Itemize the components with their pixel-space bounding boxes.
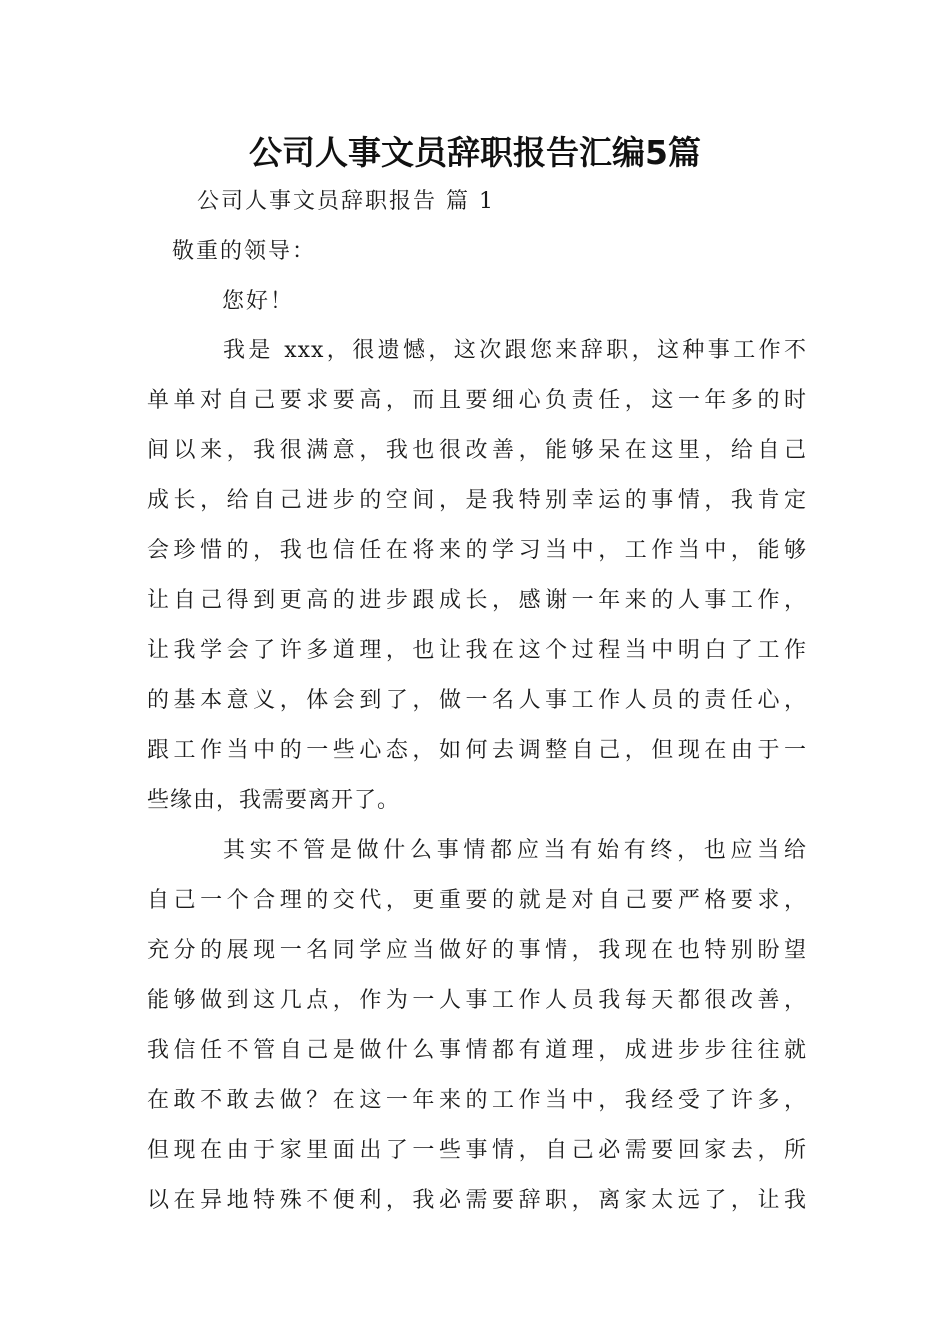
paragraph-line: 的基本意义，体会到了，做一名人事工作人员的责任心， [147, 688, 807, 713]
paragraph-2 [147, 826, 807, 1226]
paragraph-line: 我信任不管自己是做什么事情都有道理，成进步步往往就 [147, 1038, 807, 1063]
paragraph-line: 其实不管是做什么事情都应当有始有终，也应当给 [223, 838, 807, 863]
paragraph-line: 充分的展现一名同学应当做好的事情，我现在也特别盼望 [147, 938, 807, 963]
paragraph-line: 我是 xxx，很遗憾，这次跟您来辞职，这种事工作不 [223, 338, 807, 363]
salutation: 敬重的领导： [172, 239, 317, 264]
paragraph-line: 会珍惜的，我也信任在将来的学习当中，工作当中，能够 [147, 538, 807, 563]
paragraph-line: 能够做到这几点，作为一人事工作人员我每天都很改善， [147, 988, 807, 1013]
document-title: 公司人事文员辞职报告汇编5篇 [249, 133, 701, 172]
paragraph-line: 单单对自己要求要高，而且要细心负责任，这一年多的时 [147, 388, 807, 413]
paragraph-line: 以在异地特殊不便利，我必需要辞职，离家太远了，让我 [147, 1188, 807, 1213]
section-heading: 公司人事文员辞职报告 篇 1 [197, 189, 495, 214]
paragraph-line: 但现在由于家里面出了一些事情，自己必需要回家去，所 [147, 1138, 807, 1163]
paragraph-line: 让自己得到更高的进步跟成长，感谢一年来的人事工作， [147, 588, 807, 613]
paragraph-line: 些缘由，我需要离开了。 [147, 788, 401, 813]
paragraph-line: 在敢不敢去做？在这一年来的工作当中，我经受了许多， [147, 1088, 807, 1113]
greeting: 您好！ [222, 289, 295, 314]
paragraph-line: 自己一个合理的交代，更重要的就是对自己要严格要求， [147, 888, 807, 913]
paragraph-1 [147, 326, 807, 826]
paragraph-line: 成长，给自己进步的空间，是我特别幸运的事情，我肯定 [147, 488, 807, 513]
paragraph-line: 让我学会了许多道理，也让我在这个过程当中明白了工作 [147, 638, 807, 663]
paragraph-line: 间以来，我很满意，我也很改善，能够呆在这里，给自己 [147, 438, 807, 463]
paragraph-line: 跟工作当中的一些心态，如何去调整自己，但现在由于一 [147, 738, 807, 763]
